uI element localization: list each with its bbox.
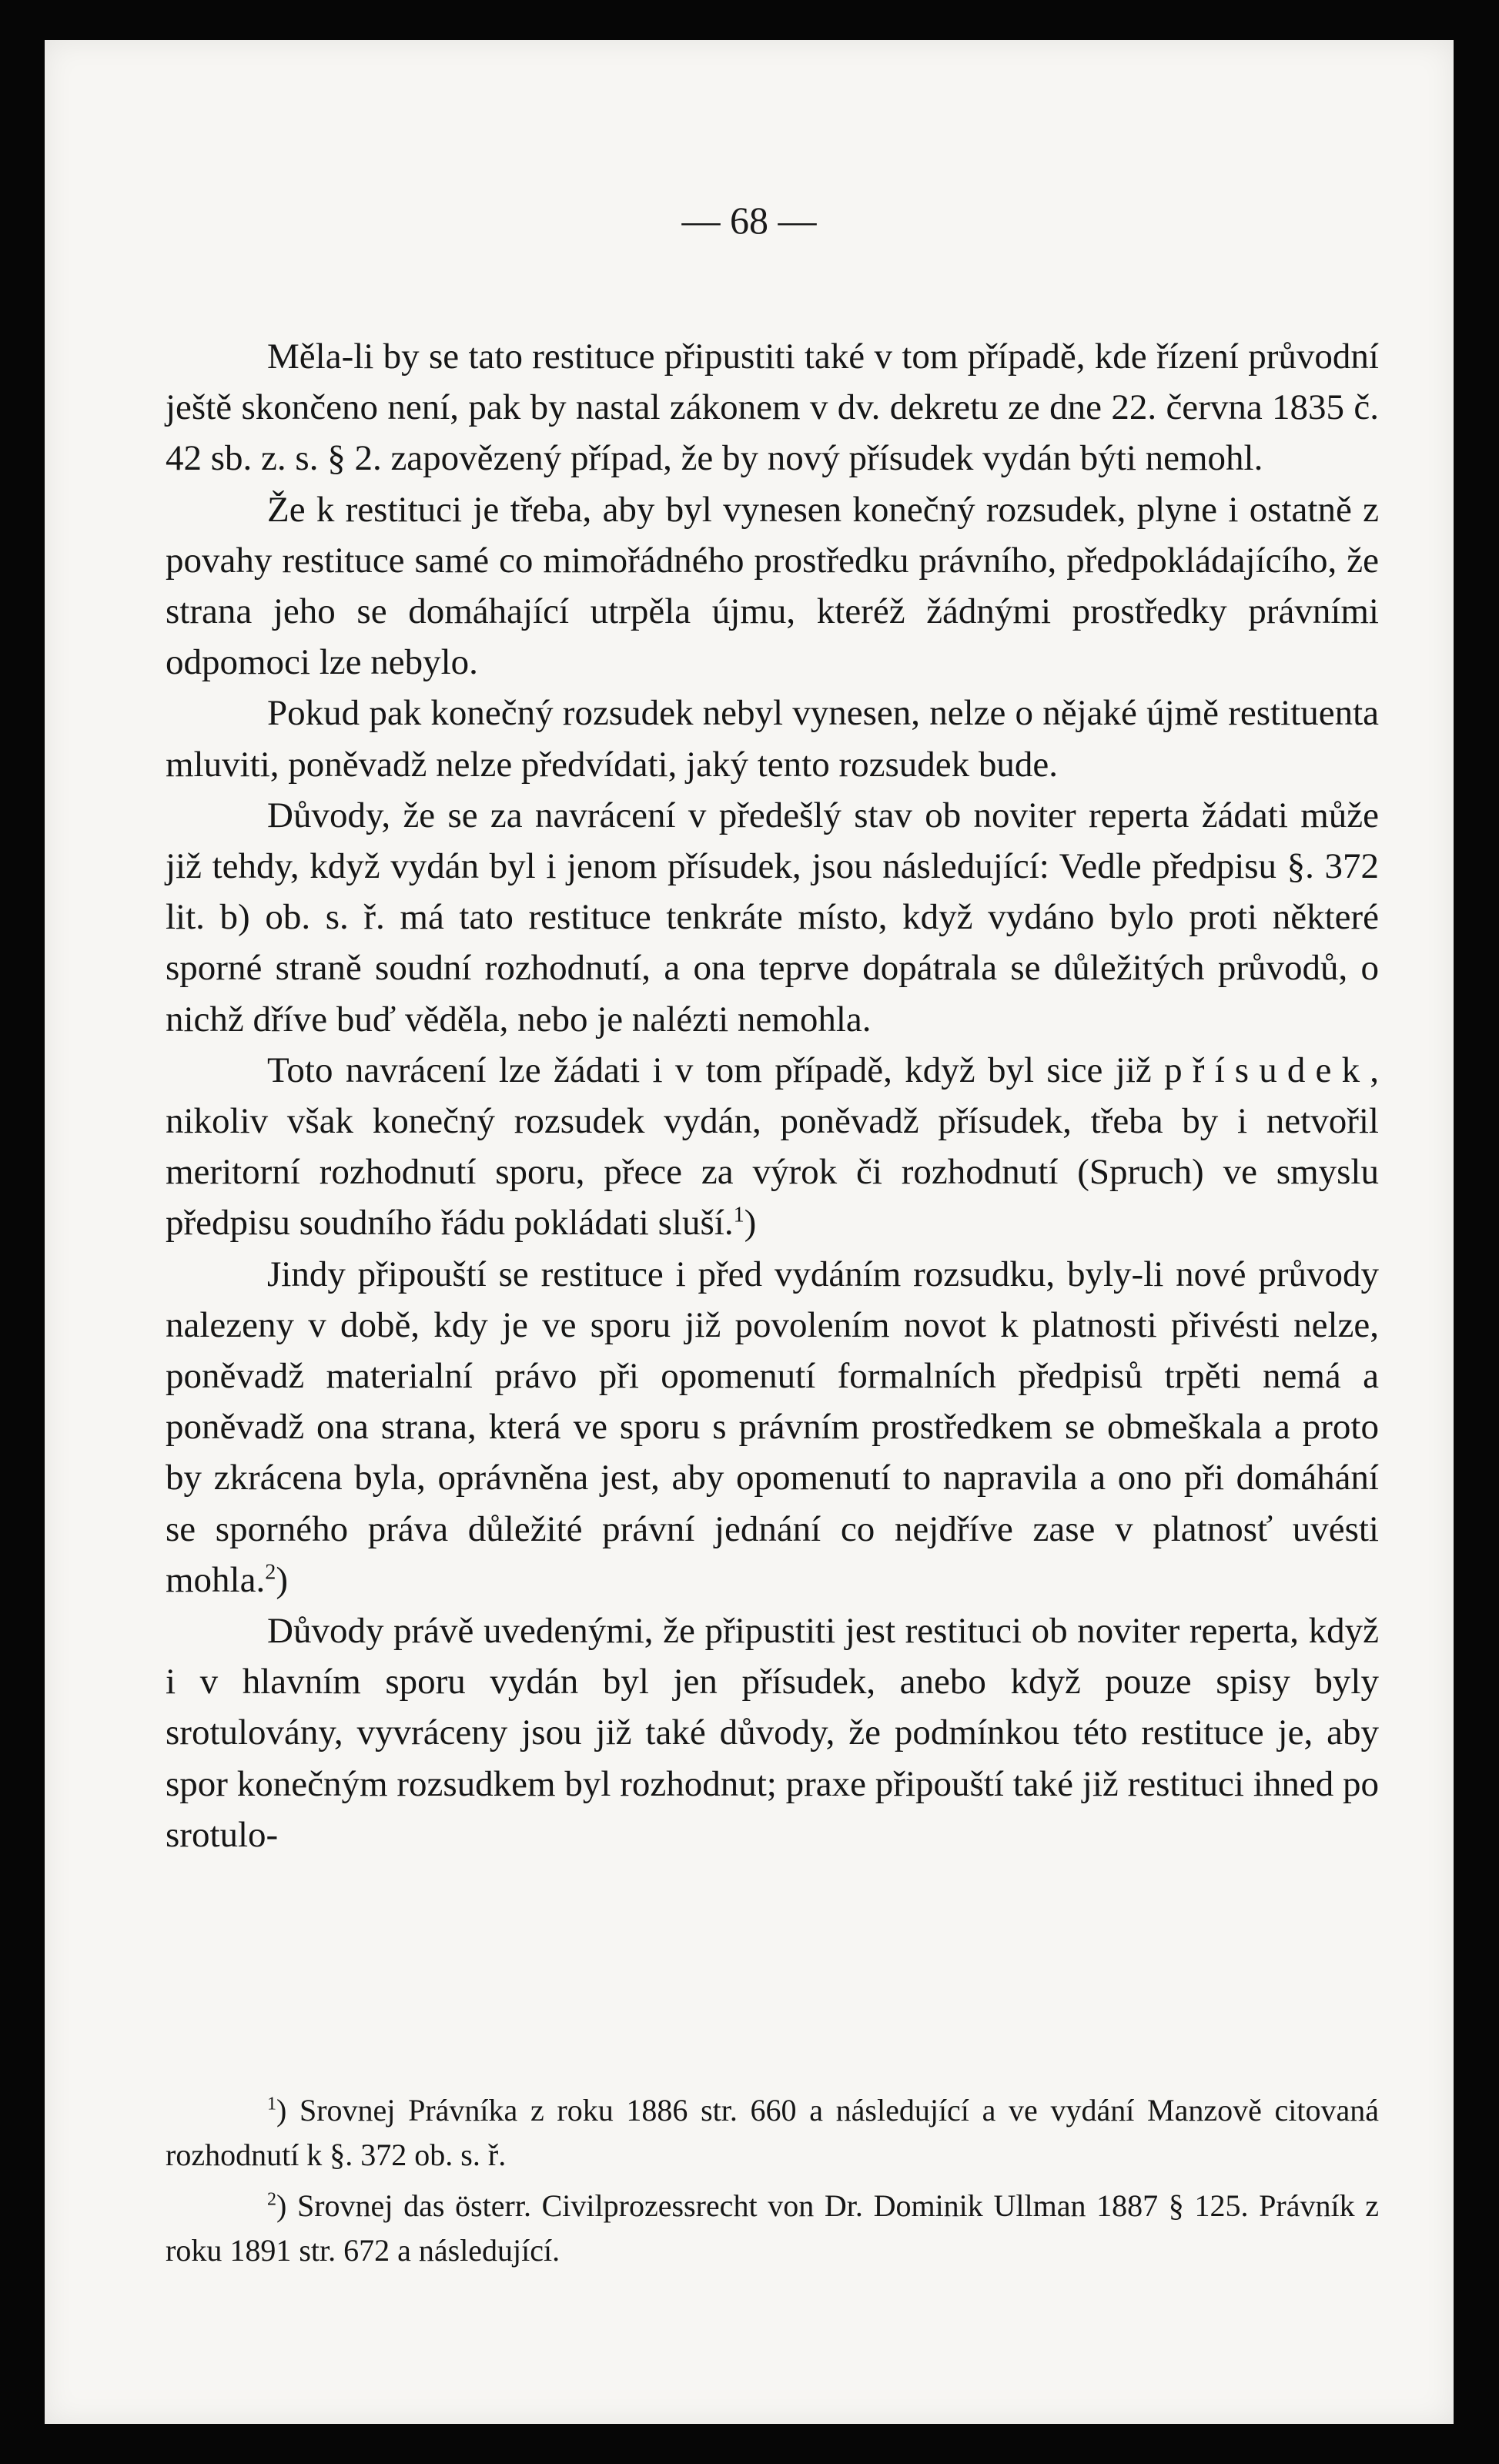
page-number: — 68 — bbox=[681, 199, 817, 242]
paragraph-5-after: , nikoliv však konečný rozsudek vydán, poněvadž přísudek, třeba by i netvořil meritorní rozhodnutí sporu, přece za výrok či rozhodnutí (Spruch) ve smyslu předpisu soudního řádu pokládati sluší. bbox=[166, 1050, 1379, 1244]
paragraph-1: Měla-li by se tato restituce připustiti také v tom případě, kde řízení průvodní ještě skončeno není, pak by nastal zákonem v dv. dekretu ze dne 22. června 1835 č. 42 sb. z. s. § 2. zapovězený případ, že by nový přísudek vydán býti nemohl. bbox=[166, 336, 1379, 479]
footnote-1 bbox=[166, 2088, 1379, 2178]
scanned-page bbox=[45, 40, 1454, 2424]
paragraph-5-before: Toto navrácení lze žádati i v tom případě, když byl sice již bbox=[267, 1050, 1165, 1090]
body-text bbox=[166, 331, 1379, 1860]
paragraph-6 bbox=[166, 1249, 1379, 1605]
paragraph-7: Důvody právě uvedenými, že připustiti jest restituci ob noviter reperta, když i v hlavním sporu vydán byl jen přísudek, anebo když pouze spisy byly srotulovány, vyvráceny jsou již také důvody, že podmínkou této restituce je, aby spor konečným rozsudkem byl rozhodnut; praxe připouští také již restituci ihned po srotulo- bbox=[166, 1611, 1379, 1855]
footnote-ref-1-paren: ) bbox=[744, 1203, 757, 1244]
spaced-term-prisudek: přísudek bbox=[1164, 1050, 1370, 1090]
footnotes bbox=[166, 2088, 1379, 2279]
paragraph-6-text: Jindy připouští se restituce i před vydáním rozsudku, byly-li nové průvody nalezeny v době, kdy je ve sporu již povolením novot k platnosti přivésti nelze, poněvadž materialní právo při opomenutí formalních předpisů trpěti nemá a poněvadž ona strana, která ve sporu s právním prostředkem se obmeškala a proto by zkrácena byla, oprávněna jest, aby opomenutí to napravila a ono při domáhání se sporného práva důležité právní jednání co nejdříve zase v platnosť uvésti mohla. bbox=[166, 1254, 1379, 1600]
paragraph-2: Že k restituci je třeba, aby byl vynesen konečný rozsudek, plyne i ostatně z povahy restituce samé co mimořádného prostředku právního, předpokládajícího, že strana jeho se domáhající utrpěla újmu, kteréž žádnými prostředky právními odpomoci lze nebylo. bbox=[166, 489, 1379, 683]
footnote-2-mark: 2 bbox=[267, 2189, 276, 2210]
paragraph-5 bbox=[166, 1045, 1379, 1249]
footnote-2-text: ) Srovnej das österr. Civilprozessrecht von Dr. Dominik Ullman 1887 § 125. Právník z roku 1891 str. 672 a následující. bbox=[166, 2188, 1379, 2268]
footnote-ref-2-paren: ) bbox=[276, 1559, 288, 1600]
footnote-ref-2: 2 bbox=[265, 1560, 276, 1585]
footnote-1-text: ) Srovnej Právníka z roku 1886 str. 660 a následující a ve vydání Manzově citovaná rozhodnutí k §. 372 ob. s. ř. bbox=[166, 2093, 1379, 2172]
paragraph-3: Pokud pak konečný rozsudek nebyl vynesen, nelze o nějaké újmě restituenta mluviti, poněvadž nelze předvídati, jaký tento rozsudek bude. bbox=[166, 693, 1379, 785]
footnote-2 bbox=[166, 2184, 1379, 2273]
paragraph-4: Důvody, že se za navrácení v předešlý stav ob noviter reperta žádati může již tehdy, když vydán byl i jenom přísudek, jsou následující: Vedle předpisu §. 372 lit. b) ob. s. ř. má tato restituce tenkráte místo, když vydáno bylo proti některé sporné straně soudní rozhodnutí, a ona teprve dopátrala se důležitých průvodů, o nichž dříve buď věděla, nebo je nalézti nemohla. bbox=[166, 795, 1379, 1040]
footnote-1-mark: 1 bbox=[267, 2094, 276, 2114]
footnote-ref-1: 1 bbox=[733, 1203, 744, 1227]
